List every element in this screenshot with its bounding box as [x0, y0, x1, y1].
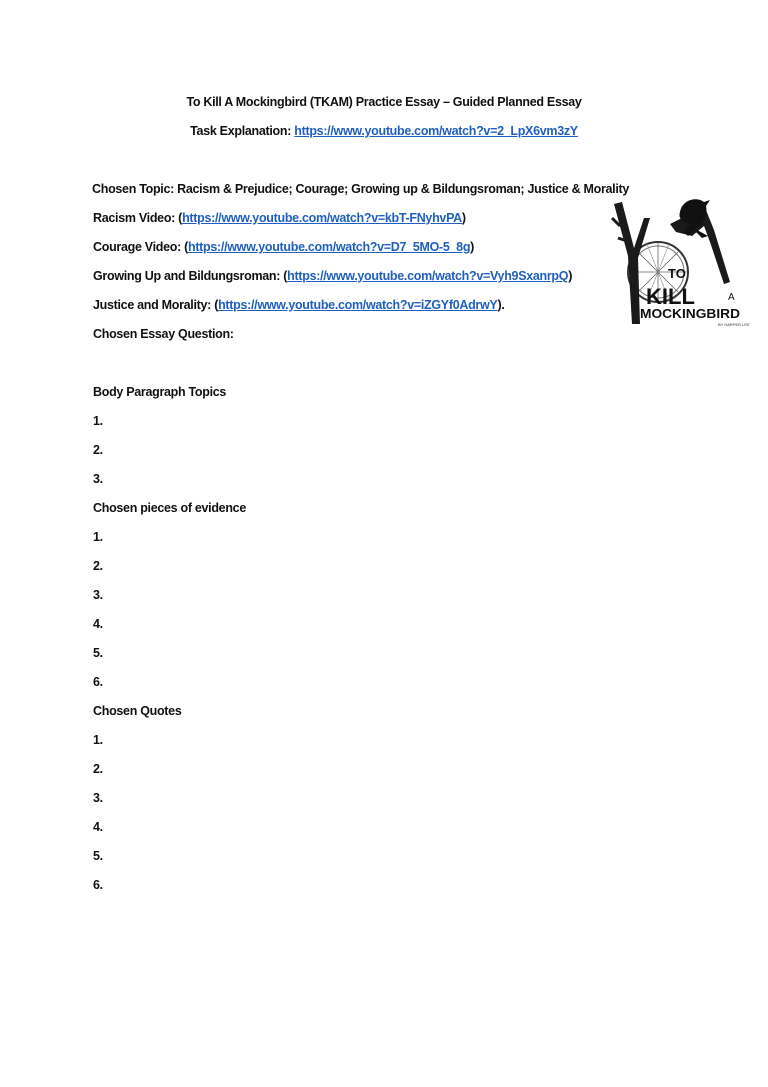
- logo-word-to: TO: [668, 266, 686, 281]
- video-link-justice[interactable]: https://www.youtube.com/watch?v=iZGYf0AdrwY: [218, 298, 498, 312]
- list-item: 4.: [93, 617, 103, 631]
- chosen-topic: Chosen Topic: Racism & Prejudice; Courage; Growing up & Bildungsroman; Justice & Morality: [92, 182, 630, 196]
- list-item: 3.: [93, 472, 103, 486]
- list-item: 3.: [93, 791, 103, 805]
- mockingbird-logo: [610, 196, 758, 328]
- video-link-growing-up[interactable]: https://www.youtube.com/watch?v=Vyh9SxanrpQ: [287, 269, 569, 283]
- video-justice: Justice and Morality: (https://www.youtube.com/watch?v=iZGYf0AdrwY).: [93, 298, 505, 312]
- quotes-heading: Chosen Quotes: [93, 704, 182, 718]
- video-link-racism[interactable]: https://www.youtube.com/watch?v=kbT-FNyhvPA: [182, 211, 462, 225]
- list-item: 5.: [93, 646, 103, 660]
- list-item: 6.: [93, 878, 103, 892]
- list-item: 1.: [93, 414, 103, 428]
- video-courage: Courage Video: (https://www.youtube.com/watch?v=D7_5MO-5_8g): [93, 240, 475, 254]
- list-item: 1.: [93, 530, 103, 544]
- task-link[interactable]: https://www.youtube.com/watch?v=2_LpX6vm3zY: [294, 124, 578, 138]
- list-item: 2.: [93, 762, 103, 776]
- logo-byline: BY HARPER LEE: [718, 322, 750, 327]
- video-link-courage[interactable]: https://www.youtube.com/watch?v=D7_5MO-5_8g: [187, 240, 471, 254]
- logo-word-kill: KILL: [646, 284, 695, 309]
- logo-word-a: A: [728, 292, 735, 303]
- essay-question-label: Chosen Essay Question:: [93, 327, 234, 341]
- logo-word-mockingbird: MOCKINGBIRD: [640, 306, 740, 321]
- list-item: 2.: [93, 443, 103, 457]
- video-growing-up: Growing Up and Bildungsroman: (https://www.youtube.com/watch?v=Vyh9SxanrpQ): [93, 269, 573, 283]
- list-item: 1.: [93, 733, 103, 747]
- list-item: 2.: [93, 559, 103, 573]
- list-item: 4.: [93, 820, 103, 834]
- task-label: Task Explanation:: [190, 124, 295, 138]
- task-explanation: [0, 123, 768, 139]
- document-title: To Kill A Mockingbird (TKAM) Practice Essay – Guided Planned Essay: [186, 95, 582, 109]
- body-paragraphs-heading: Body Paragraph Topics: [93, 385, 227, 399]
- video-racism: Racism Video: (https://www.youtube.com/watch?v=kbT-FNyhvPA): [93, 211, 466, 225]
- list-item: 3.: [93, 588, 103, 602]
- evidence-heading: Chosen pieces of evidence: [93, 501, 246, 515]
- list-item: 6.: [93, 675, 103, 689]
- list-item: 5.: [93, 849, 103, 863]
